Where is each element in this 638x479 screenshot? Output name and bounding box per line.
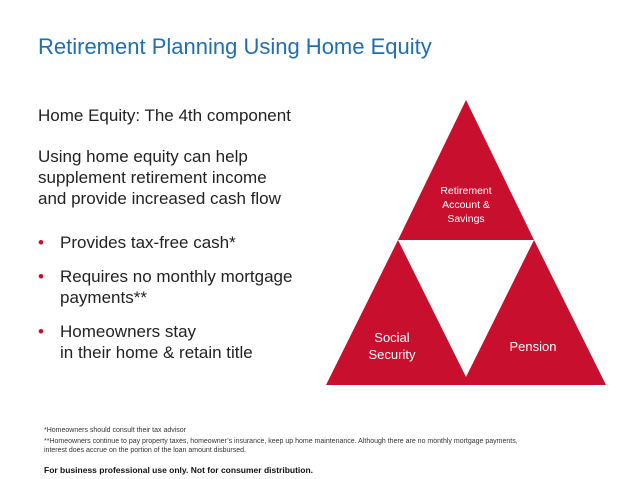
bullet-text: payments**: [60, 288, 147, 307]
top-label-line: Account &: [442, 199, 490, 211]
bullet-dot: •: [38, 267, 44, 286]
right-label-line: Pension: [509, 339, 557, 354]
intro-line: supplement retirement income: [38, 168, 267, 187]
left-label-line: Security: [368, 347, 416, 362]
left-label-line: Social: [374, 330, 410, 345]
intro-line: Using home equity can help: [38, 147, 248, 166]
intro-line: and provide increased cash flow: [38, 189, 281, 208]
slide-title: Retirement Planning Using Home Equity: [38, 34, 432, 59]
footnote-line: interest does accrue on the portion of the loan amount disbursed.: [44, 447, 246, 454]
bullet-text: Homeowners stay: [60, 322, 197, 341]
footnote-line: **Homeowners continue to pay property taxes, homeowner’s insurance, keep up home maintenance. Although there are no monthly mortgage payments,: [44, 438, 518, 445]
bullet-dot: •: [38, 322, 44, 341]
right-triangle: [462, 240, 606, 385]
bullet-text: Requires no monthly mortgage: [60, 267, 293, 286]
footnotes: [44, 426, 604, 455]
left-triangle: [326, 240, 470, 385]
disclaimer: For business professional use only. Not for consumer distribution.: [44, 465, 314, 475]
top-label-line: Retirement: [440, 185, 492, 197]
slide-subtitle: Home Equity: The 4th component: [38, 106, 291, 125]
bullet-text: in their home & retain title: [60, 343, 253, 362]
bullet-text: Provides tax-free cash*: [60, 233, 236, 252]
bullet-dot: •: [38, 233, 44, 252]
footnote-line: *Homeowners should consult their tax advisor: [44, 427, 187, 434]
top-label-line: Savings: [447, 213, 485, 225]
